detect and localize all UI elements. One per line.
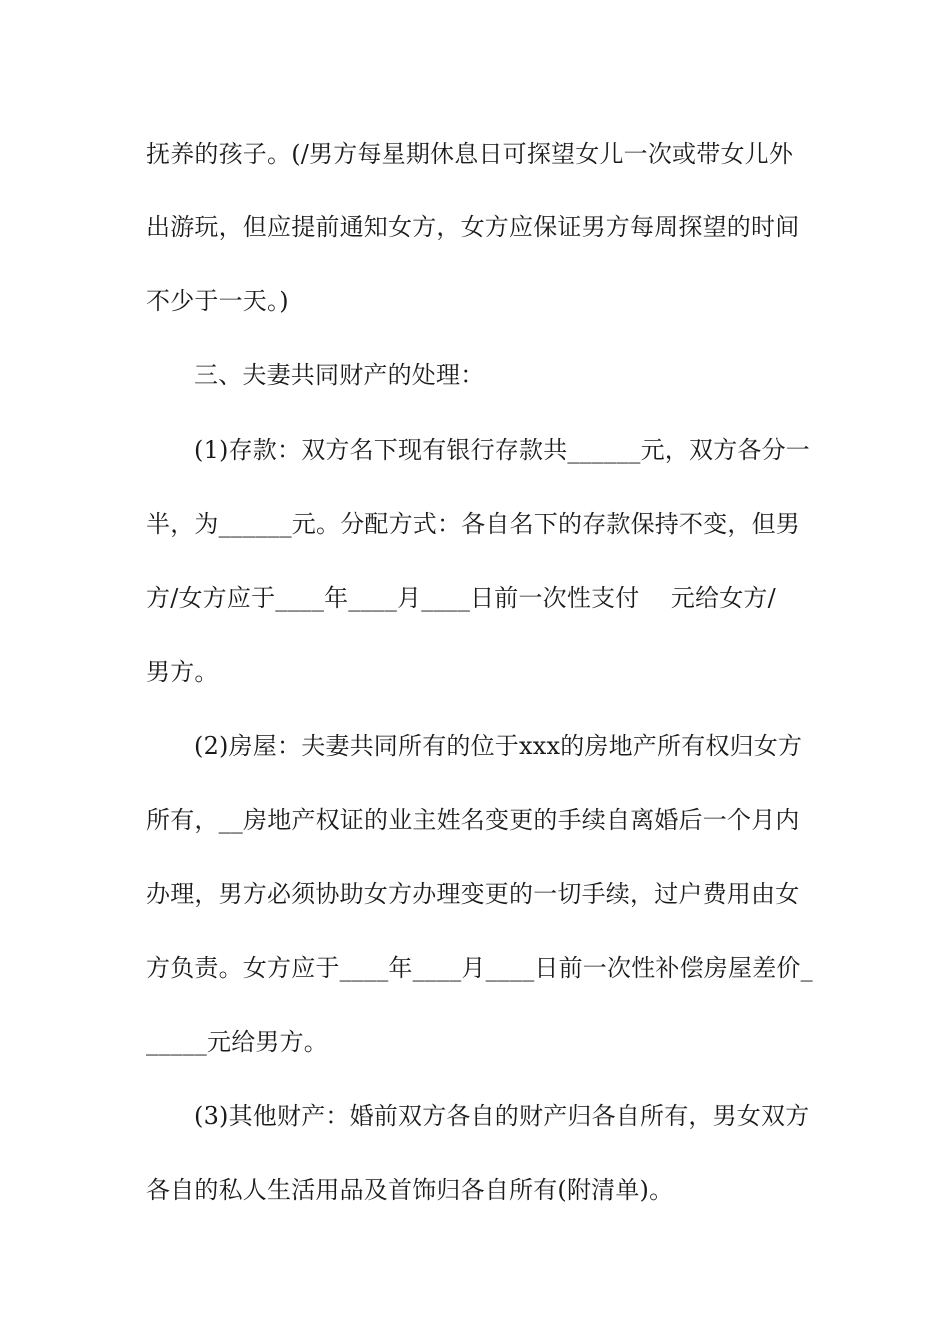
- paragraph-line: 方/女方应于____年____月____日前一次性支付 元给女方/: [146, 584, 776, 612]
- section-heading: 三、夫妻共同财产的处理：: [194, 361, 485, 389]
- paragraph-line: (1)存款：双方名下现有银行存款共______元，双方各分一: [194, 436, 810, 464]
- paragraph-line: 方负责。女方应于____年____月____日前一次性补偿房屋差价_: [146, 954, 813, 982]
- paragraph-line: 半，为______元。分配方式：各自名下的存款保持不变，但男: [146, 510, 800, 538]
- paragraph-line: 所有，__房地产权证的业主姓名变更的手续自离婚后一个月内: [146, 806, 800, 834]
- paragraph-line: 男方。: [146, 658, 219, 686]
- paragraph-line: (3)其他财产：婚前双方各自的财产归各自所有，男女双方: [194, 1102, 810, 1130]
- paragraph-line: 不少于一天。): [146, 287, 289, 315]
- paragraph-line: 抚养的孩子。(/男方每星期休息日可探望女儿一次或带女儿外: [146, 140, 794, 168]
- paragraph-line: (2)房屋：夫妻共同所有的位于xxx的房地产所有权归女方: [194, 732, 803, 760]
- paragraph-line: 各自的私人生活用品及首饰归各自所有(附清单)。: [146, 1176, 674, 1204]
- paragraph-line: 出游玩，但应提前通知女方，女方应保证男方每周探望的时间: [146, 213, 800, 241]
- paragraph-line: _____元给男方。: [146, 1028, 328, 1056]
- paragraph-line: 办理，男方必须协助女方办理变更的一切手续，过户费用由女: [146, 880, 800, 908]
